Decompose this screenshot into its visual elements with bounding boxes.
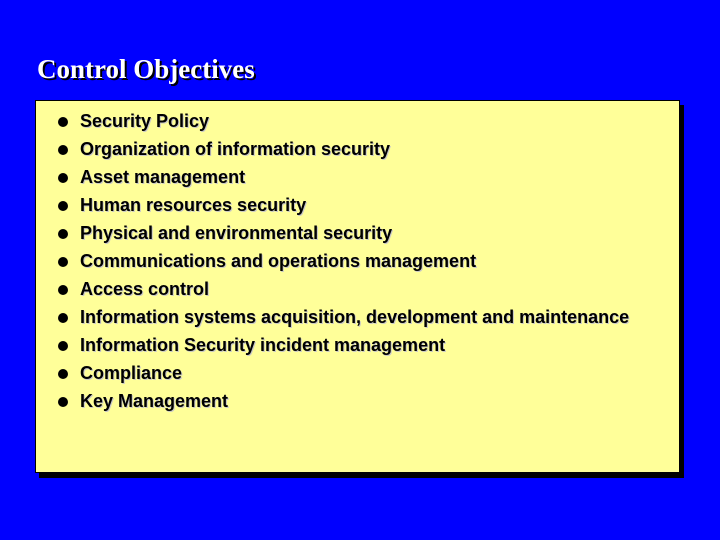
bullet-icon — [58, 229, 68, 239]
bullet-item-access-control — [56, 278, 669, 301]
bullet-item-organization — [56, 138, 669, 161]
bullet-icon — [58, 257, 68, 267]
bullet-text: Compliance — [80, 363, 183, 383]
bullet-item-incident-management — [56, 334, 669, 357]
bullet-text: Security Policy — [80, 111, 210, 131]
bullet-text: Information systems acquisition, development and maintenance — [80, 307, 630, 327]
bullet-icon — [58, 145, 68, 155]
bullet-text: Access control — [80, 279, 210, 299]
bullet-icon — [58, 341, 68, 351]
bullet-list — [56, 110, 669, 418]
bullet-text: Human resources security — [80, 195, 307, 215]
content-box — [35, 100, 680, 473]
bullet-text: Key Management — [80, 391, 229, 411]
bullet-item-compliance — [56, 362, 669, 385]
bullet-item-physical-security — [56, 222, 669, 245]
bullet-item-key-management — [56, 390, 669, 413]
bullet-icon — [58, 369, 68, 379]
bullet-text: Asset management — [80, 167, 246, 187]
slide-title: Control Objectives — [37, 54, 255, 84]
bullet-text: Organization of information security — [80, 139, 391, 159]
bullet-icon — [58, 285, 68, 295]
bullet-item-information-systems — [56, 306, 669, 329]
bullet-item-human-resources — [56, 194, 669, 217]
bullet-text: Physical and environmental security — [80, 223, 393, 243]
bullet-item-asset-management — [56, 166, 669, 189]
bullet-text: Communications and operations management — [80, 251, 477, 271]
bullet-item-communications — [56, 250, 669, 273]
bullet-icon — [58, 117, 68, 127]
bullet-icon — [58, 173, 68, 183]
bullet-icon — [58, 397, 68, 407]
bullet-icon — [58, 313, 68, 323]
bullet-icon — [58, 201, 68, 211]
bullet-text: Information Security incident management — [80, 335, 446, 355]
bullet-item-security-policy — [56, 110, 669, 133]
